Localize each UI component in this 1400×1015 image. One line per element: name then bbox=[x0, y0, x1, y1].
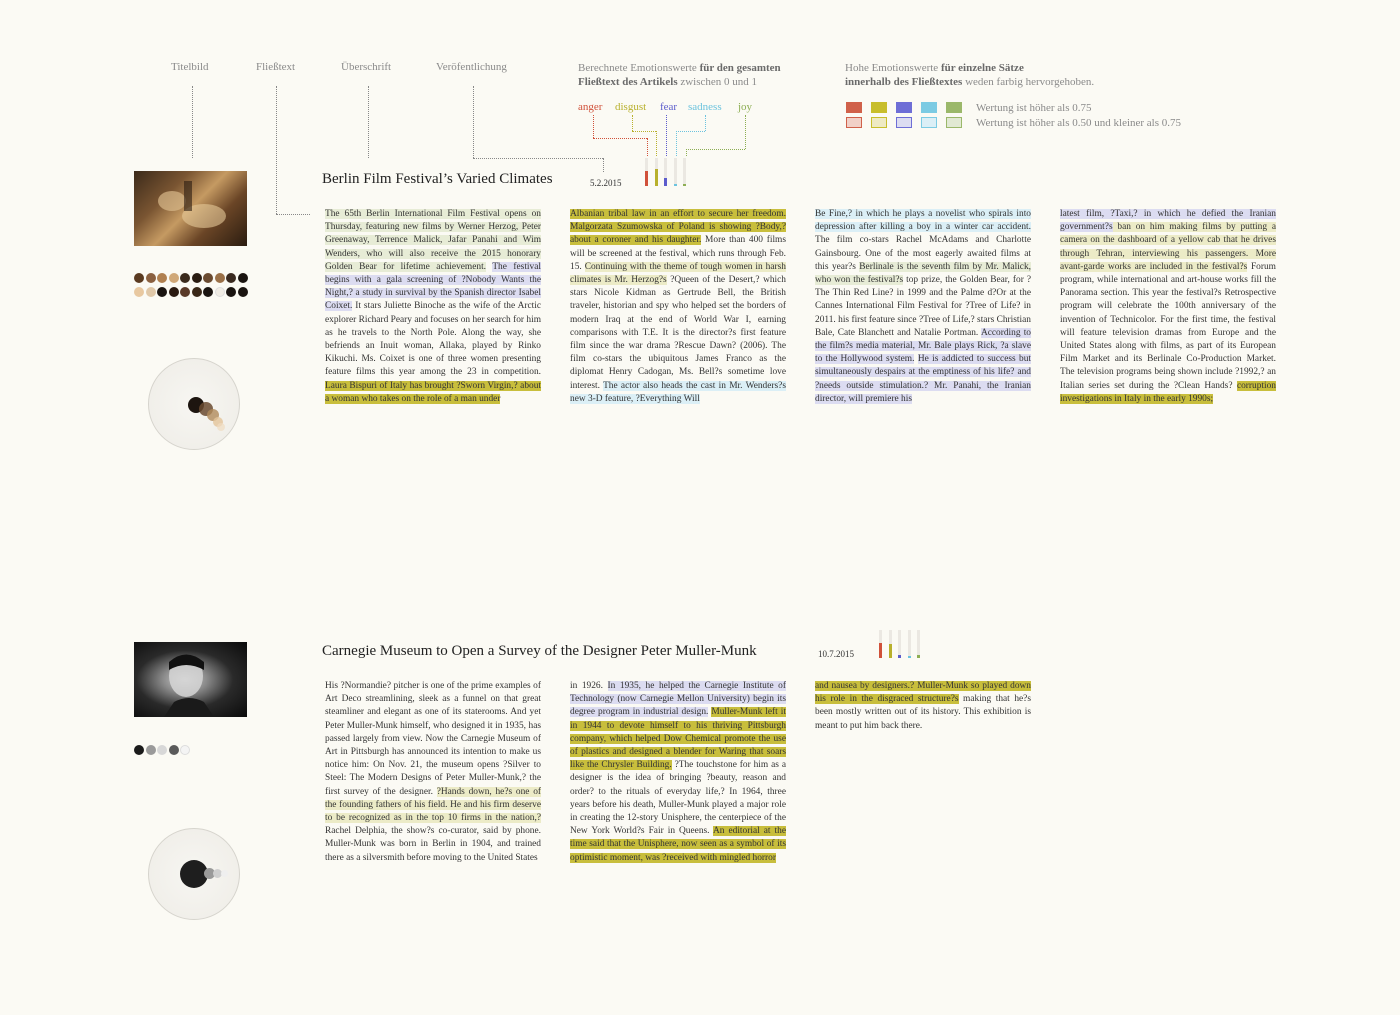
connector-anger-v bbox=[647, 138, 648, 156]
highlighted-sentence: Continuing with the theme of tough women in harsh climates is Mr. Herzog?s bbox=[570, 261, 786, 286]
palette-swatch bbox=[215, 287, 225, 297]
highlighted-sentence: latest film, ?Taxi,? in which he defied the Iranian government?s bbox=[1060, 209, 1276, 233]
palette-swatch bbox=[192, 287, 202, 297]
text-segment: It stars Juliette Binoche as the wife of the Arctic explorer Richard Peary and focuses on her search for him as he travels to the North Pole. Along the way, she befriends an Inuit woman, Allaka, played by Rinko Kikuchi. Ms. Coixet is one of three women presenting feature films this year among the 23 in competition. bbox=[325, 301, 541, 378]
article1-date: 5.2.2015 bbox=[590, 178, 622, 188]
header-label-veroeffentlichung: Veröfentlichung bbox=[436, 61, 507, 73]
emotion-bar-track-fear bbox=[898, 630, 901, 658]
text-segment: ?Queen of the Desert,? which stars Nicole Kidman as Gertrude Bell, the British traveler, historian and spy who helped set the borders of modern Iraq at the end of World War I, earning comparisons with T.E. It is the director?s first feature film since the war drama ?Rescue Dawn? (2006). The film co-stars the ubiquitous James Franco as the diplomat Henry Cadogan, Ms. Bell?s sometime love interest. bbox=[570, 275, 786, 391]
text-segment: His ?Normandie? pitcher is one of the prime examples of Art Deco streamlining, sleek as a funnel on that great steamliner and elegant as one of its staterooms. And yet Peter Muller-Munk himself, who designed it in 1935, has passed largely from view. Now the Carnegie Museum of Art in Pittsburgh has announced its intention to make us notice him: On Nov. 21, the museum opens ?Silver to Steel: The Modern Designs of Peter Muller-Munk,? the first survey of the designer. bbox=[325, 681, 541, 797]
header-label-fliesstext: Fließtext bbox=[256, 61, 296, 73]
article1-title: Berlin Film Festival’s Varied Climates bbox=[322, 171, 553, 187]
highlighted-sentence: According to the film?s media material, Mr. Bale plays Rick, ?a slave to the Hollywood system. bbox=[815, 327, 1031, 365]
legend-swatch-strong bbox=[871, 102, 887, 113]
portrait-icon bbox=[134, 642, 247, 717]
connector-joy-v bbox=[686, 149, 687, 156]
highlighted-sentence: Berlinale is the seventh film by Mr. Malick, who won the festival?s bbox=[815, 261, 1031, 286]
connector-anger-h bbox=[593, 138, 647, 139]
connector-joy bbox=[745, 115, 746, 149]
legend-swatch-light bbox=[921, 117, 937, 128]
text-segment: More than 400 films will be screened at the festival, which runs through Feb. 15. bbox=[570, 235, 786, 272]
emotion-bar-track-sadness bbox=[908, 630, 911, 658]
palette-swatch bbox=[226, 273, 236, 283]
article1-text-col3 bbox=[815, 208, 1031, 406]
highlighted-sentence: The 65th Berlin International Film Festival opens on Thursday, featuring new films by Werner Herzog, Peter Greenaway, Terrence Malick, Jafar Panahi and Wim Wenders, who will also receive the 2015 honorary Golden Bear for lifetime achievement. bbox=[325, 209, 541, 272]
emotion-bar-sadness bbox=[674, 184, 677, 186]
header-label-ueberschrift: Überschrift bbox=[341, 61, 392, 73]
highlighted-sentence: In 1935, he helped the Carnegie Institute of Technology (now Carnegie Mellon University) begin its degree program in industrial design. bbox=[570, 681, 786, 718]
highlighted-sentence: Albanian tribal law in an effort to secure her freedom. Malgorzata Szumowska of Poland is showing ?Body,? about a coroner and his daughter. bbox=[570, 209, 786, 246]
palette-swatch bbox=[203, 287, 213, 297]
legend-swatch-light bbox=[946, 117, 962, 128]
highlighted-sentence: ?Hands down, he?s one of the founding fathers of his field. He and his firm deserve to be recognized as in the top 10 firms in the nation,? bbox=[325, 786, 541, 824]
emotion-label-sadness: sadness bbox=[688, 101, 722, 113]
highlighted-sentence: He is addicted to success but simultaneously despairs at the emptiness of his life? and ?needs outside stimulation.? Mr. Panahi, the Iranian director, will premiere his bbox=[815, 354, 1031, 404]
emotion-bar-anger bbox=[645, 171, 648, 186]
palette-swatch bbox=[157, 273, 167, 283]
highlighted-sentence: Laura Bispuri of Italy has brought ?Sworn Virgin,? about a woman who takes on the role of a man under bbox=[325, 380, 541, 404]
text-segment: The film co-stars Rachel McAdams and Charlotte Gainsbourg. One of the most eagerly awaited films at this year?s bbox=[815, 235, 1031, 272]
emotion-label-anger: anger bbox=[578, 101, 603, 113]
palette-swatch bbox=[180, 273, 190, 283]
connector-joy-h bbox=[686, 149, 745, 150]
connector-sadness-v bbox=[676, 131, 677, 156]
article2-text-col1 bbox=[325, 680, 541, 865]
connector-veroeffentlichung-h bbox=[473, 158, 603, 159]
article1-text-col1 bbox=[325, 208, 541, 406]
palette-swatch bbox=[192, 273, 202, 283]
connector-ueberschrift bbox=[368, 86, 369, 158]
connector-fear bbox=[666, 115, 667, 156]
palette-swatch bbox=[203, 273, 213, 283]
article2-emotion-circle bbox=[148, 828, 240, 920]
palette-swatch bbox=[134, 287, 144, 297]
legend-swatch-strong bbox=[896, 102, 912, 113]
connector-fliesstext-h bbox=[276, 214, 310, 215]
palette-swatch bbox=[146, 287, 156, 297]
header-label-titelbild: Titelbild bbox=[171, 61, 209, 73]
palette-swatch bbox=[180, 745, 190, 755]
emotion-label-fear: fear bbox=[660, 101, 678, 113]
text-segment: in 1926. bbox=[570, 681, 608, 691]
palette-swatch bbox=[157, 745, 167, 755]
highlighted-sentence: Muller-Munk left it in 1944 to devote himself to his thriving Pittsburgh company, which helped Dow Chemical promote the use of plastics and designed a blender for Waring that soars like the Chrysler Building. bbox=[570, 707, 787, 771]
highlighted-sentence: ban on him making films by putting a camera on the dashboard of a yellow cab that he drives through Tehran, interviewing his passengers. More avant-garde works are included in the festival?s bbox=[1060, 222, 1276, 272]
article2-title: Carnegie Museum to Open a Survey of the Designer Peter Muller-Munk bbox=[322, 643, 757, 659]
text-segment: Forum program, while international and art-house works fill the Panorama section. This year the festival?s Retrospective program will celebrate the 100th anniversary of the invention of Technicolor. For the first time, the festival will feature television dramas from Europe and the United States along with films, as part of its European Film Market and its Berlinale Co-Production Market. The television programs being shown include ?1992,? an Italian series set during the ?Clean Hands? bbox=[1060, 261, 1276, 391]
connector-sadness bbox=[705, 115, 706, 131]
article2-text-col3 bbox=[815, 680, 1031, 733]
emotion-note-article: Berechnete Emotionswerte für den gesamten Fließtext des Artikels zwischen 0 und 1 bbox=[578, 62, 781, 88]
circle-dot-5 bbox=[217, 423, 225, 431]
palette-swatch bbox=[169, 287, 179, 297]
emotion-bar-joy bbox=[917, 655, 920, 658]
highlighted-sentence: corruption investigations in Italy in the early 1990s; bbox=[1060, 380, 1276, 404]
text-segment: making that he?s been mostly written out of its history. This exhibition is meant to put him back there. bbox=[815, 694, 1031, 731]
circle-dot-4 bbox=[221, 870, 228, 877]
text-segment: ?The touchstone for him as a designer is the idea of bringing ?beauty, reason and order? to the rituals of everyday life,? In 1964, three years before his death, Muller-Munk played a major role in creating the 12-story Unisphere, the centerpiece of the New York World?s Fair in Queens. bbox=[570, 760, 786, 837]
connector-anger bbox=[593, 115, 594, 138]
text-segment: Rachel Delphia, the show?s co-curator, said by phone. Muller-Munk was born in Berlin in 1904, and trained there as a silversmith before moving to the United States bbox=[325, 826, 541, 863]
text-segment: top prize, the Golden Bear, for ?The Thin Red Line? in 1999 and the Palme d?Or at the Cannes International Film Festival for ?Tree of Life? in 2011. his first feature since ?Tree of Life,? stars Christian Bale, Cate Blanchett and Natalie Portman. bbox=[815, 275, 1031, 338]
film-scene-icon bbox=[134, 171, 247, 246]
legend-swatch-light bbox=[896, 117, 912, 128]
palette-swatch bbox=[215, 273, 225, 283]
emotion-bar-fear bbox=[898, 655, 901, 658]
highlighted-sentence: The festival begins with a gala screening of ?Nobody Wants the Night,? a study in survival by the Spanish director Isabel Coixet. bbox=[325, 261, 541, 312]
connector-disgust-h bbox=[632, 131, 656, 132]
palette-swatch bbox=[134, 273, 144, 283]
highlighted-sentence: Be Fine,? in which he plays a novelist who spirals into depression after killing a boy in a winter car accident. bbox=[815, 209, 1031, 233]
article1-text-col4 bbox=[1060, 208, 1276, 406]
article2-text-col2 bbox=[570, 680, 786, 865]
palette-swatch bbox=[134, 745, 144, 755]
palette-swatch bbox=[180, 287, 190, 297]
article1-emotion-circle bbox=[148, 358, 240, 450]
connector-disgust bbox=[632, 115, 633, 131]
emotion-bar-joy bbox=[683, 184, 686, 186]
emotion-bar-track-joy bbox=[917, 630, 920, 658]
article1-text-col2 bbox=[570, 208, 786, 406]
palette-swatch bbox=[226, 287, 236, 297]
emotion-bar-track-joy bbox=[683, 158, 686, 186]
palette-swatch bbox=[169, 273, 179, 283]
legend-strong-label: Wertung ist höher als 0.75 bbox=[976, 102, 1092, 114]
legend-swatch-light bbox=[846, 117, 862, 128]
highlighted-sentence: The actor also heads the cast in Mr. Wenders?s new 3-D feature, ?Everything Will bbox=[570, 380, 786, 404]
emotion-bar-disgust bbox=[655, 169, 658, 186]
emotion-bar-anger bbox=[879, 643, 882, 658]
palette-swatch bbox=[169, 745, 179, 755]
legend-swatch-light bbox=[871, 117, 887, 128]
emotion-label-joy: joy bbox=[738, 101, 753, 113]
emotion-label-disgust: disgust bbox=[615, 101, 647, 113]
connector-titelbild bbox=[192, 86, 193, 158]
highlighted-sentence: An editorial at the time said that the Unisphere, now seen as a symbol of its optimistic moment, was ?received with mingled horror bbox=[570, 826, 786, 863]
connector-veroeffentlichung-v2 bbox=[603, 158, 604, 172]
palette-swatch bbox=[238, 273, 248, 283]
palette-swatch bbox=[146, 273, 156, 283]
palette-swatch bbox=[157, 287, 167, 297]
article2-date: 10.7.2015 bbox=[818, 649, 854, 659]
connector-veroeffentlichung bbox=[473, 86, 474, 158]
connector-disgust-v bbox=[656, 131, 657, 156]
article2-cover-image bbox=[134, 642, 247, 717]
article1-cover-image bbox=[134, 171, 247, 246]
palette-swatch bbox=[238, 287, 248, 297]
highlighted-sentence: and nausea by designers.? Muller-Munk so played down his role in the disgraced structure?s bbox=[815, 681, 1031, 705]
connector-fliesstext bbox=[276, 86, 277, 214]
emotion-bar-track-sadness bbox=[674, 158, 677, 186]
emotion-bar-fear bbox=[664, 178, 667, 186]
legend-swatch-strong bbox=[946, 102, 962, 113]
connector-sadness-h bbox=[676, 131, 705, 132]
emotion-bar-sadness bbox=[908, 656, 911, 658]
emotion-bar-disgust bbox=[889, 644, 892, 658]
legend-light-label: Wertung ist höher als 0.50 und kleiner als 0.75 bbox=[976, 117, 1182, 129]
palette-swatch bbox=[146, 745, 156, 755]
legend-swatch-strong bbox=[846, 102, 862, 113]
emotion-note-sentences: Hohe Emotionswerte für einzelne Sätze innerhalb des Fließtextes weden farbig hervorgehoben. bbox=[845, 62, 1095, 88]
legend-swatch-strong bbox=[921, 102, 937, 113]
